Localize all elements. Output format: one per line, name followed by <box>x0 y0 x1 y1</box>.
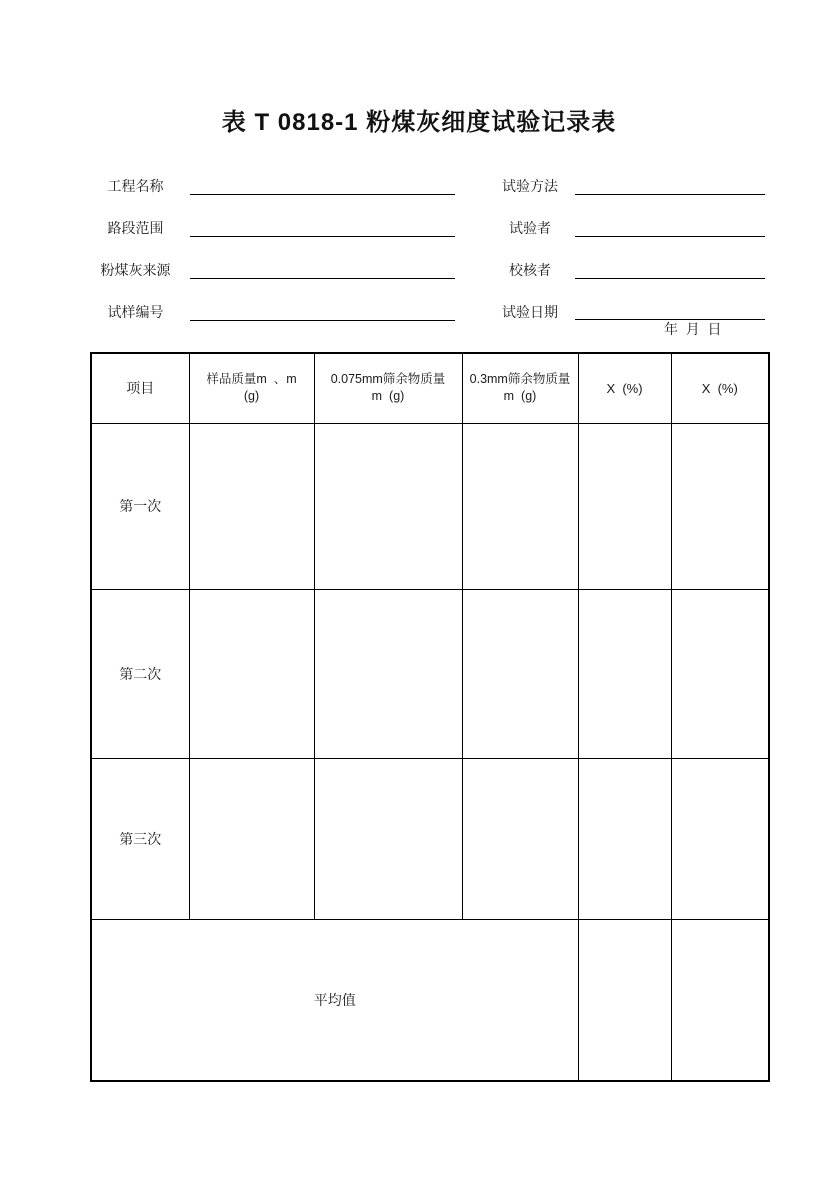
page-title: 表 T 0818-1 粉煤灰细度试验记录表 <box>221 109 617 136</box>
row-label-third: 第三次 <box>91 758 189 919</box>
data-cell <box>462 589 578 758</box>
row-label-second: 第二次 <box>91 589 189 758</box>
data-cell <box>189 758 314 919</box>
data-cell <box>578 919 671 1081</box>
average-label-cell: 平均值 <box>91 919 578 1081</box>
test-date-placeholder: 年 月 日 <box>664 321 722 337</box>
table-header-row <box>91 353 769 423</box>
col-header-0075mm-residue-mass: 0.075mm筛余物质量 m (g) <box>314 353 462 423</box>
sample-number-label: 试样编号 <box>107 304 164 320</box>
checker-line <box>575 259 765 279</box>
tester-line <box>575 217 765 237</box>
data-cell <box>462 423 578 589</box>
test-method-line <box>575 175 765 195</box>
data-cell <box>671 589 769 758</box>
data-cell <box>314 589 462 758</box>
data-cell <box>462 758 578 919</box>
col-header-sample-mass: 样品质量m 、m (g) <box>189 353 314 423</box>
test-method-label: 试验方法 <box>502 178 558 194</box>
test-record-table <box>90 352 770 1082</box>
table-row-average <box>91 919 769 1081</box>
col-header-x1-percent: X (%) <box>578 353 671 423</box>
data-cell <box>189 423 314 589</box>
project-name-label: 工程名称 <box>107 178 164 194</box>
test-date-line <box>575 301 765 337</box>
flyash-source-label: 粉煤灰来源 <box>100 262 171 278</box>
flyash-source-line <box>190 259 455 279</box>
test-date-label: 试验日期 <box>502 304 558 320</box>
sample-number-line <box>190 301 455 321</box>
data-cell <box>671 423 769 589</box>
section-range-line <box>190 217 455 237</box>
data-cell <box>578 423 671 589</box>
tester-label: 试验者 <box>509 220 551 236</box>
table-row-second-test <box>91 589 769 758</box>
col-header-item: 项目 <box>91 353 189 423</box>
data-cell <box>671 919 769 1081</box>
project-name-line <box>190 175 455 195</box>
data-cell <box>578 758 671 919</box>
data-cell <box>314 758 462 919</box>
col-header-03mm-residue-mass: 0.3mm筛余物质量 m (g) <box>462 353 578 423</box>
section-range-label: 路段范围 <box>107 220 164 236</box>
row-label-first: 第一次 <box>91 423 189 589</box>
table-row-third-test <box>91 758 769 919</box>
data-cell <box>314 423 462 589</box>
data-cell <box>671 758 769 919</box>
data-cell <box>189 589 314 758</box>
col-header-x2-percent: X (%) <box>671 353 769 423</box>
checker-label: 校核者 <box>509 262 551 278</box>
data-cell <box>578 589 671 758</box>
table-row-first-test <box>91 423 769 589</box>
